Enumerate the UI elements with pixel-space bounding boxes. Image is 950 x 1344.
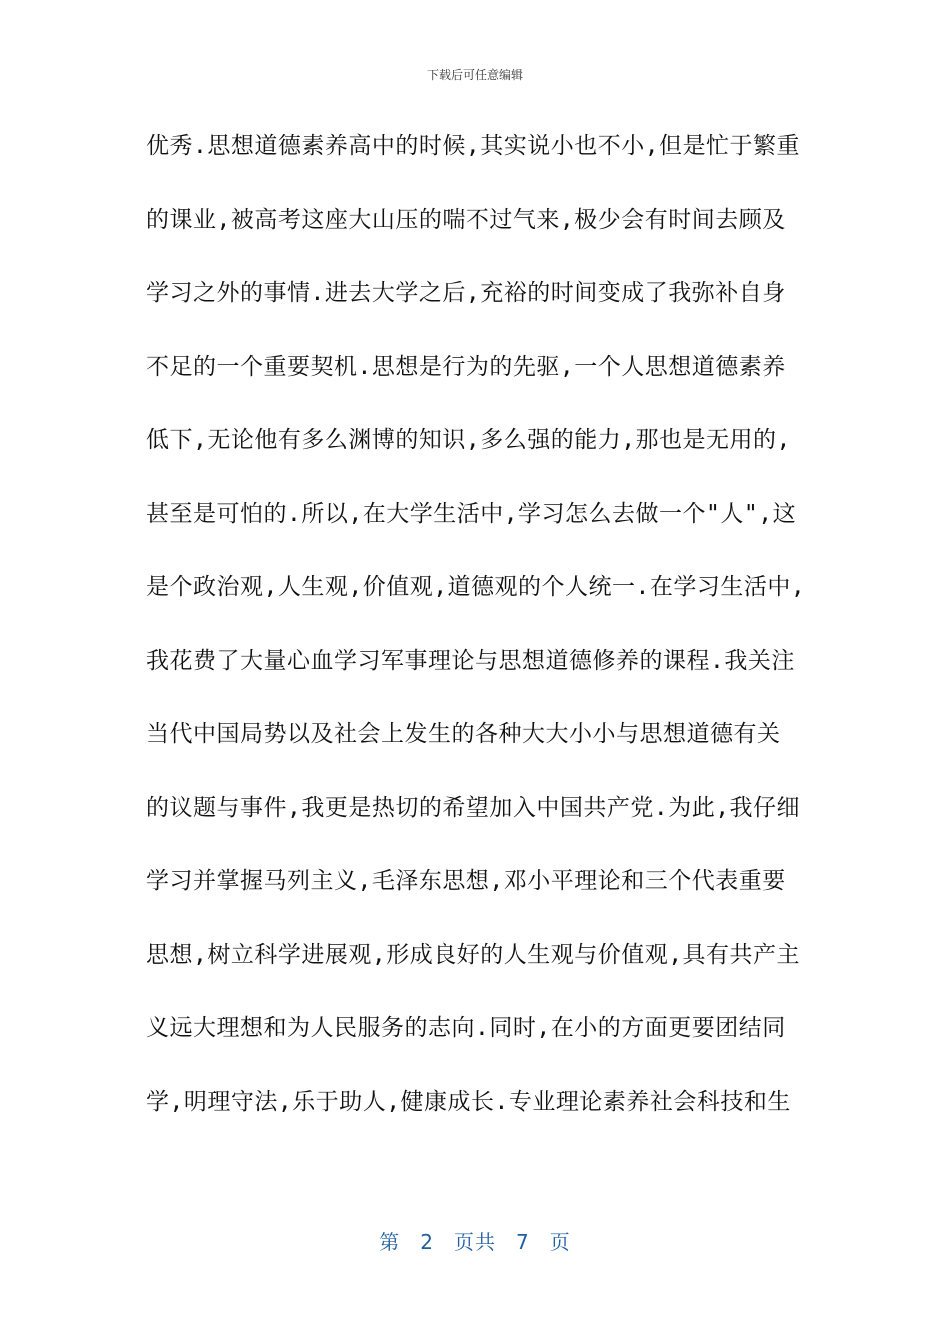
text-line: 思想,树立科学进展观,形成良好的人生观与价值观,具有共产主 <box>146 941 801 968</box>
text-line: 的议题与事件,我更是热切的希望加入中国共产党.为此,我仔细 <box>146 794 801 821</box>
body-text <box>146 124 810 1153</box>
text-line: 是个政治观,人生观,价值观,道德观的个人统一.在学习生活中, <box>146 574 806 600</box>
page-footer <box>0 1226 950 1255</box>
footer-prefix: 第 <box>379 1230 401 1254</box>
text-line: 当代中国局势以及社会上发生的各种大大小小与思想道德有关 <box>146 721 781 747</box>
footer-suffix: 页 <box>549 1230 571 1254</box>
text-line: 学,明理守法,乐于助人,健康成长.专业理论素养社会科技和生 <box>146 1088 791 1115</box>
text-line: 学习之外的事情.进去大学之后,充裕的时间变成了我弥补自身 <box>146 280 786 306</box>
total-pages: 7 <box>516 1230 530 1254</box>
text-line: 我花费了大量心血学习军事理论与思想道德修养的课程.我关注 <box>146 647 795 674</box>
text-line: 学习并掌握马列主义,毛泽东思想,邓小平理论和三个代表重要 <box>146 868 786 894</box>
text-line: 甚至是可怕的.所以,在大学生活中,学习怎么去做一个"人",这 <box>146 500 797 527</box>
text-line: 不足的一个重要契机.思想是行为的先驱,一个人思想道德素养 <box>146 353 786 380</box>
page-number: 2 <box>420 1230 434 1254</box>
text-line: 义远大理想和为人民服务的志向.同时,在小的方面更要团结同 <box>146 1015 786 1041</box>
footer-middle: 页共 <box>454 1230 496 1254</box>
header-note: 下载后可任意编辑 <box>426 68 523 82</box>
text-line: 优秀.思想道德素养高中的时候,其实说小也不小,但是忙于繁重 <box>146 133 801 159</box>
text-line: 低下,无论他有多么渊博的知识,多么强的能力,那也是无用的, <box>146 427 791 453</box>
text-line: 的课业,被高考这座大山压的喘不过气来,极少会有时间去顾及 <box>146 206 786 233</box>
